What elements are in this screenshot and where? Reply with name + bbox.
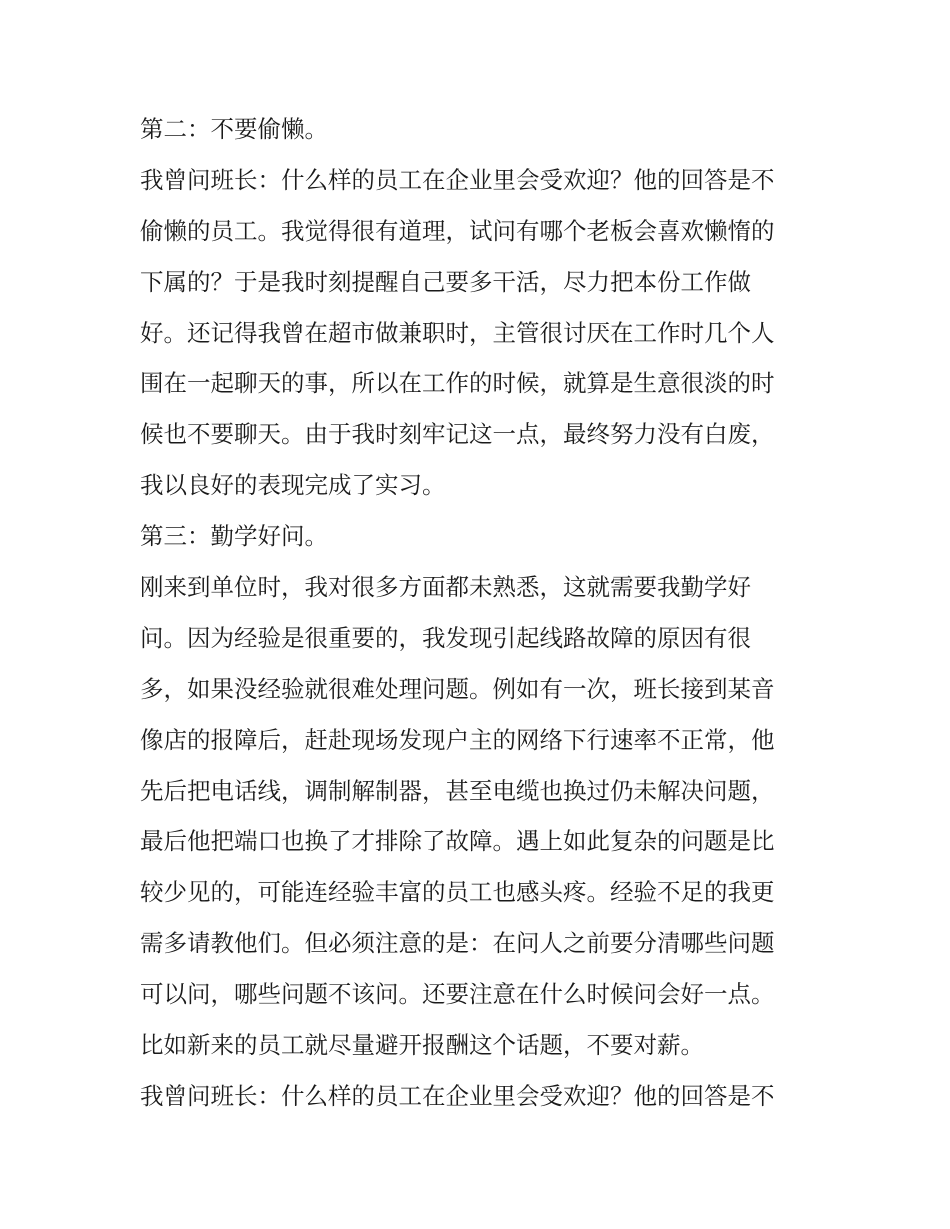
paragraph-line: 问。因为经验是很重要的，我发现引起线路故障的原因有很	[140, 623, 751, 652]
paragraph-line: 像店的报障后，赶赴现场发现户主的网络下行速率不正常，他	[140, 725, 775, 754]
paragraph-line: 刚来到单位时，我对很多方面都未熟悉，这就需要我勤学好	[140, 573, 751, 602]
paragraph-line: 我以良好的表现完成了实习。	[140, 471, 446, 500]
heading-line: 第三：勤学好问。	[140, 522, 328, 551]
paragraph-line: 先后把电话线，调制解制器，甚至电缆也换过仍未解决问题，	[140, 776, 775, 805]
paragraph-line: 我曾问班长：什么样的员工在企业里会受欢迎？他的回答是不	[140, 165, 775, 194]
paragraph-line: 下属的？于是我时刻提醒自己要多干活，尽力把本份工作做	[140, 267, 751, 296]
paragraph-line: 较少见的，可能连经验丰富的员工也感头疼。经验不足的我更	[140, 878, 775, 907]
document-body	[140, 104, 820, 1122]
paragraph-line: 好。还记得我曾在超市做兼职时，主管很讨厌在工作时几个人	[140, 318, 775, 347]
paragraph-line: 偷懒的员工。我觉得很有道理，试问有哪个老板会喜欢懒惰的	[140, 216, 775, 245]
paragraph-line: 围在一起聊天的事，所以在工作的时候，就算是生意很淡的时	[140, 369, 775, 398]
paragraph-line: 可以问，哪些问题不该问。还要注意在什么时候问会好一点。	[140, 980, 775, 1009]
paragraph-line: 我曾问班长：什么样的员工在企业里会受欢迎？他的回答是不	[140, 1081, 775, 1110]
paragraph-line: 多，如果没经验就很难处理问题。例如有一次，班长接到某音	[140, 674, 775, 703]
heading-line: 第二：不要偷懒。	[140, 115, 328, 143]
paragraph-line: 候也不要聊天。由于我时刻牢记这一点，最终努力没有白废，	[140, 420, 775, 449]
paragraph-line: 需多请教他们。但必须注意的是：在问人之前要分清哪些问题	[140, 929, 775, 958]
paragraph-line: 最后他把端口也换了才排除了故障。遇上如此复杂的问题是比	[140, 827, 775, 856]
paragraph-line: 比如新来的员工就尽量避开报酬这个话题，不要对薪。	[140, 1031, 704, 1060]
